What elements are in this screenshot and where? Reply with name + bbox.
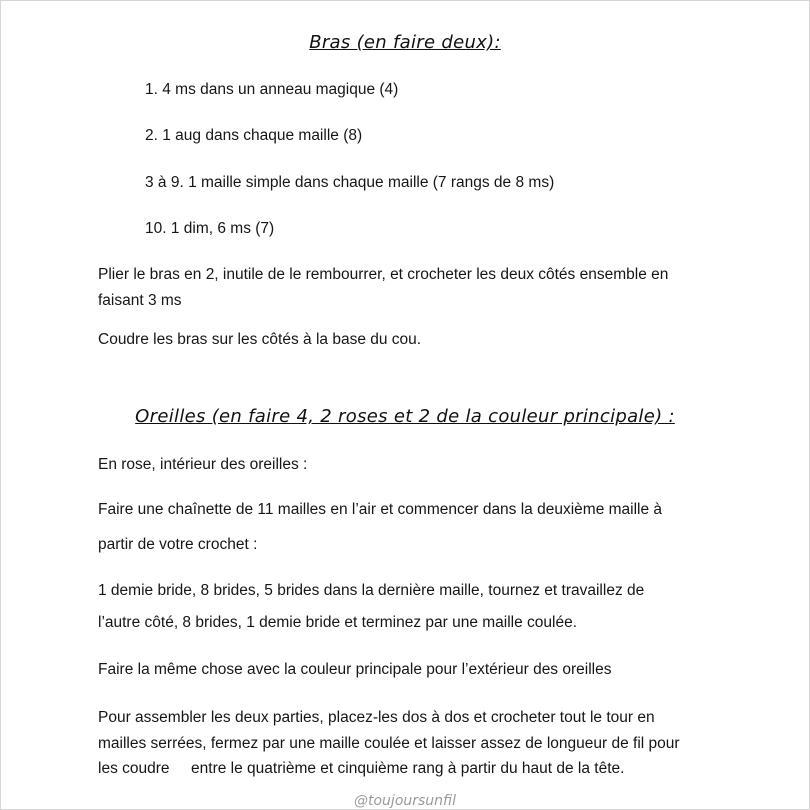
watermark: @toujoursunfil	[354, 793, 456, 809]
ears-intro: En rose, intérieur des oreilles :	[98, 456, 308, 473]
arms-heading: Bras (en faire deux):	[309, 32, 501, 53]
ears-chain-line-2: partir de votre crochet :	[98, 536, 258, 553]
ears-row-line-2: l’autre côté, 8 brides, 1 demie bride et terminez par une maille coulée.	[98, 614, 578, 631]
ears-assemble-line-2: mailles serrées, fermez par une maille coulée et laisser assez de longueur de fil pour	[98, 735, 680, 752]
arms-step-4: 10. 1 dim, 6 ms (7)	[145, 220, 275, 237]
arms-fold-line-2: faisant 3 ms	[98, 292, 182, 309]
arms-step-1: 1. 4 ms dans un anneau magique (4)	[145, 81, 399, 98]
arms-sew-text: Coudre les bras sur les côtés à la base du cou.	[98, 331, 422, 348]
arms-step-2: 2. 1 aug dans chaque maille (8)	[145, 127, 363, 144]
arms-step-3: 3 à 9. 1 maille simple dans chaque maille (7 rangs de 8 ms)	[145, 174, 555, 191]
ears-row-line-1: 1 demie bride, 8 brides, 5 brides dans la dernière maille, tournez et travaillez de	[98, 582, 645, 599]
ears-heading: Oreilles (en faire 4, 2 roses et 2 de la couleur principale) :	[135, 406, 675, 427]
ears-assemble-line-3: les coudre entre le quatrième et cinquième rang à partir du haut de la tête.	[98, 760, 625, 777]
ears-same-text: Faire la même chose avec la couleur principale pour l’extérieur des oreilles	[98, 661, 612, 678]
arms-fold-line-1: Plier le bras en 2, inutile de le rembourrer, et crocheter les deux côtés ensemble en	[98, 266, 669, 283]
ears-chain-line-1: Faire une chaînette de 11 mailles en l’air et commencer dans la deuxième maille à	[98, 501, 663, 518]
ears-assemble-line-1: Pour assembler les deux parties, placez-les dos à dos et crocheter tout le tour en	[98, 709, 655, 726]
